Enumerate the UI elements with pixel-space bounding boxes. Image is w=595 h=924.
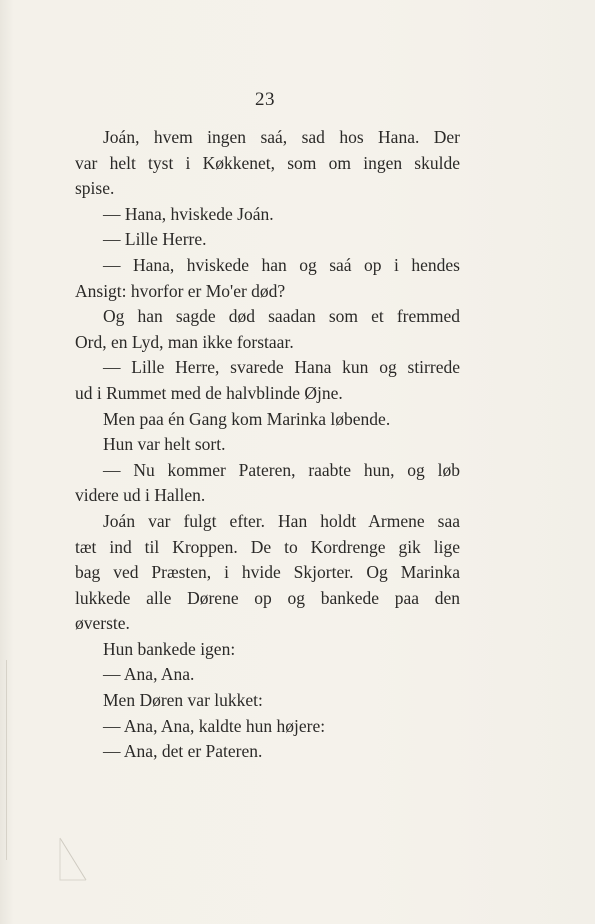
page-edge-mark	[6, 660, 7, 860]
text-line: spise.	[75, 178, 115, 199]
body-text	[75, 125, 460, 765]
text-line: øverste.	[75, 613, 130, 634]
text-line: Ord, en Lyd, man ikke forstaar.	[75, 331, 294, 352]
text-line: Men paa én Gang kom Marinka løbende.	[103, 408, 391, 429]
text-line: — Ana, det er Pateren.	[103, 741, 263, 762]
text-line: — Hana, hviskede Joán.	[103, 203, 274, 224]
text-line: bag ved Præsten, i hvide Skjorter. Og Marinka	[75, 562, 460, 583]
text-line: ud i Rummet med de halvblinde Øjne.	[75, 382, 343, 403]
text-line: — Ana, Ana.	[103, 664, 195, 685]
text-line: Og han sagde død saadan som et fremmed	[103, 306, 460, 327]
corner-fold-mark	[58, 836, 88, 882]
text-line: Joán, hvem ingen saá, sad hos Hana. Der	[103, 127, 460, 147]
text-line: videre ud i Hallen.	[75, 485, 206, 506]
text-line: — Nu kommer Pateren, raabte hun, og løb	[103, 459, 460, 480]
text-line: — Lille Herre, svarede Hana kun og stirrede	[103, 357, 460, 378]
text-line: lukkede alle Dørene op og bankede paa den	[75, 587, 460, 608]
text-line: Hun bankede igen:	[103, 638, 236, 659]
text-line: — Hana, hviskede han og saá op i hendes	[103, 254, 460, 275]
text-line: Men Døren var lukket:	[103, 690, 263, 711]
text-line: — Lille Herre.	[103, 229, 207, 250]
page-number: 23	[255, 89, 275, 110]
text-line: Joán var fulgt efter. Han holdt Armene saa	[103, 510, 460, 531]
text-line: Hun var helt sort.	[103, 434, 226, 455]
text-line: Ansigt: hvorfor er Mo'er død?	[75, 280, 286, 301]
text-line: — Ana, Ana, kaldte hun højere:	[103, 715, 326, 736]
text-line: var helt tyst i Køkkenet, som om ingen skulde	[75, 152, 460, 173]
text-line: tæt ind til Kroppen. De to Kordrenge gik lige	[75, 536, 460, 557]
